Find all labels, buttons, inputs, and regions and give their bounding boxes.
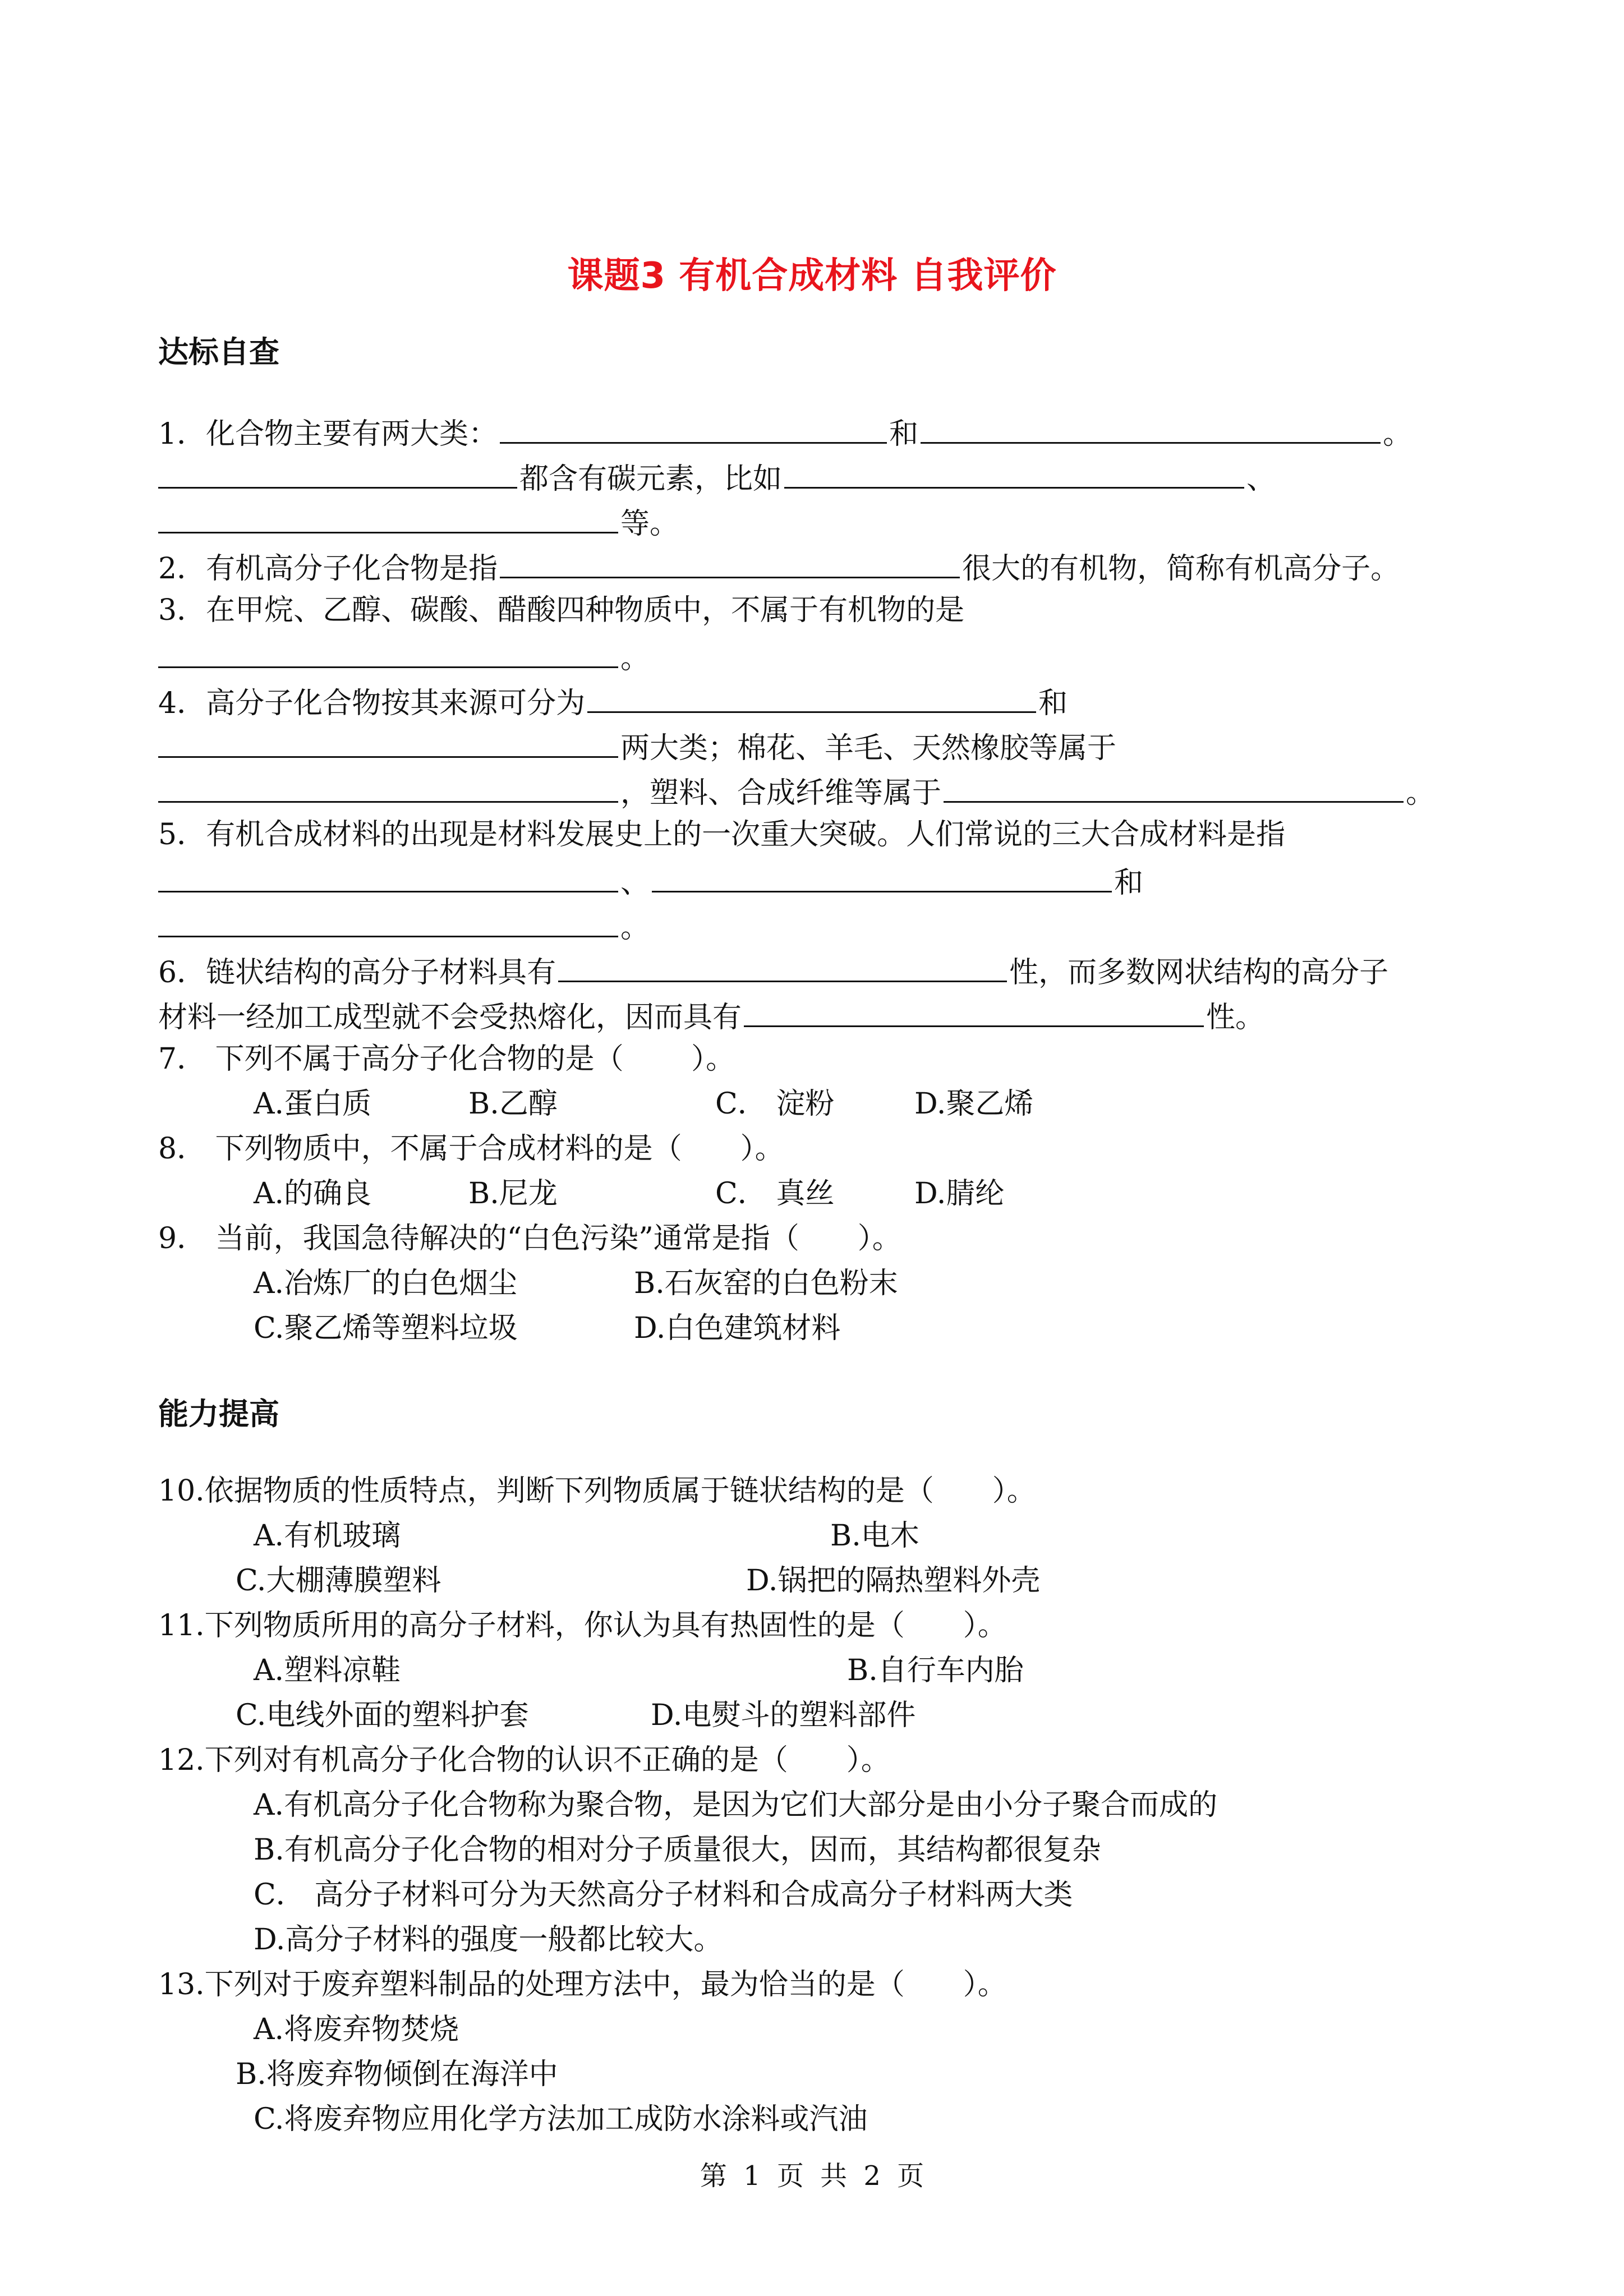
question-12-stem: 12.下列对有机高分子化合物的认识不正确的是（ ）。 xyxy=(158,1743,890,1777)
question-7-option-c: C． 淀粉 xyxy=(715,1087,835,1121)
question-10-option-c: C.大棚薄膜塑料 xyxy=(236,1564,441,1598)
question-3-line-2: 。 xyxy=(158,638,650,675)
question-6-line-1: 6．链状结构的高分子材料具有 性，而多数网状结构的高分子 xyxy=(158,953,1388,990)
question-5-line-2: 、 和 xyxy=(158,863,1143,900)
answer-blank xyxy=(500,549,960,578)
question-11-option-c: C.电线外面的塑料护套 xyxy=(236,1699,529,1732)
question-9-stem: 9． 当前，我国急待解决的“白色污染”通常是指（ ）。 xyxy=(158,1222,901,1255)
question-10-stem: 10.依据物质的性质特点，判断下列物质属于链状结构的是（ ）。 xyxy=(158,1474,1036,1508)
question-8-stem: 8． 下列物质中，不属于合成材料的是（ ）。 xyxy=(158,1132,784,1166)
answer-blank xyxy=(158,504,618,533)
question-11-option-b: B.自行车内胎 xyxy=(847,1654,1024,1687)
question-10-option-b: B.电木 xyxy=(830,1519,919,1553)
question-1-line-1: 1．化合物主要有两大类： 和 。 xyxy=(158,414,1412,451)
question-11-option-d: D.电熨斗的塑料部件 xyxy=(651,1699,916,1732)
question-8-option-a: A.的确良 xyxy=(254,1177,372,1211)
answer-blank xyxy=(652,863,1112,892)
question-9-option-d: D.白色建筑材料 xyxy=(634,1312,841,1345)
question-7-stem: 7． 下列不属于高分子化合物的是（ ）。 xyxy=(158,1042,735,1076)
question-4-line-1: 4．高分子化合物按其来源可分为 和 xyxy=(158,683,1068,720)
question-13-option-b: B.将废弃物倾倒在海洋中 xyxy=(236,2058,558,2091)
question-4-line-2: 两大类；棉花、羊毛、天然橡胶等属于 xyxy=(158,728,1116,765)
question-8-option-d: D.腈纶 xyxy=(914,1177,1005,1211)
answer-blank xyxy=(744,997,1204,1027)
question-9-option-c: C.聚乙烯等塑料垃圾 xyxy=(254,1312,518,1345)
question-12-option-d: D.高分子材料的强度一般都比较大。 xyxy=(254,1923,723,1957)
answer-blank xyxy=(558,953,1007,982)
page-footer: 第 1 页 共 2 页 xyxy=(700,2160,924,2192)
question-12-option-c: C． 高分子材料可分为天然高分子材料和合成高分子材料两大类 xyxy=(254,1878,1073,1912)
question-2: 2．有机高分子化合物是指 很大的有机物，简称有机高分子。 xyxy=(158,549,1400,586)
question-12-option-b: B.有机高分子化合物的相对分子质量很大，因而，其结构都很复杂 xyxy=(254,1833,1101,1867)
answer-blank xyxy=(921,414,1381,444)
question-3-line-1: 3．在甲烷、乙醇、碳酸、醋酸四种物质中，不属于有机物的是 xyxy=(158,593,965,627)
question-7-option-d: D.聚乙烯 xyxy=(914,1087,1034,1121)
question-13-option-c: C.将废弃物应用化学方法加工成防水涂料或汽油 xyxy=(254,2102,868,2136)
question-11-option-a: A.塑料凉鞋 xyxy=(254,1654,401,1687)
answer-blank xyxy=(944,773,1404,803)
section-heading-self-check: 达标自查 xyxy=(158,334,279,370)
answer-blank xyxy=(158,728,618,758)
section-heading-ability: 能力提高 xyxy=(158,1396,279,1432)
question-13-option-a: A.将废弃物焚烧 xyxy=(254,2013,459,2046)
question-7-option-b: B.乙醇 xyxy=(468,1087,558,1121)
question-1-line-2: 都含有碳元素，比如 、 xyxy=(158,459,1276,496)
question-8-option-b: B.尼龙 xyxy=(468,1177,558,1211)
answer-blank xyxy=(158,638,618,668)
question-8-option-c: C． 真丝 xyxy=(715,1177,835,1211)
answer-blank xyxy=(158,863,618,892)
question-1-line-3: 等。 xyxy=(158,504,679,541)
answer-blank xyxy=(587,683,1036,713)
question-5-line-3: 。 xyxy=(158,908,650,945)
answer-blank xyxy=(158,908,618,937)
question-9-option-b: B.石灰窑的白色粉末 xyxy=(634,1267,898,1300)
question-9-option-a: A.冶炼厂的白色烟尘 xyxy=(254,1267,518,1300)
question-13-stem: 13.下列对于废弃塑料制品的处理方法中，最为恰当的是（ ）。 xyxy=(158,1968,1007,2001)
page-title: 课题3 有机合成材料 自我评价 xyxy=(567,255,1057,297)
question-10-option-d: D.锅把的隔热塑料外壳 xyxy=(746,1564,1041,1598)
question-6-line-2: 材料一经加工成型就不会受热熔化，因而具有 性。 xyxy=(158,997,1264,1034)
answer-blank xyxy=(784,459,1244,489)
question-11-stem: 11.下列物质所用的高分子材料，你认为具有热固性的是（ ）。 xyxy=(158,1609,1007,1642)
question-5-line-1: 5．有机合成材料的出现是材料发展史上的一次重大突破。人们常说的三大合成材料是指 xyxy=(158,818,1286,852)
answer-blank xyxy=(158,773,618,803)
question-10-option-a: A.有机玻璃 xyxy=(254,1519,401,1553)
question-7-option-a: A.蛋白质 xyxy=(254,1087,372,1121)
answer-blank xyxy=(158,459,517,489)
question-12-option-a: A.有机高分子化合物称为聚合物，是因为它们大部分是由小分子聚合而成的 xyxy=(254,1788,1218,1822)
question-4-line-3: ，塑料、合成纤维等属于 。 xyxy=(158,773,1435,810)
answer-blank xyxy=(500,414,887,444)
